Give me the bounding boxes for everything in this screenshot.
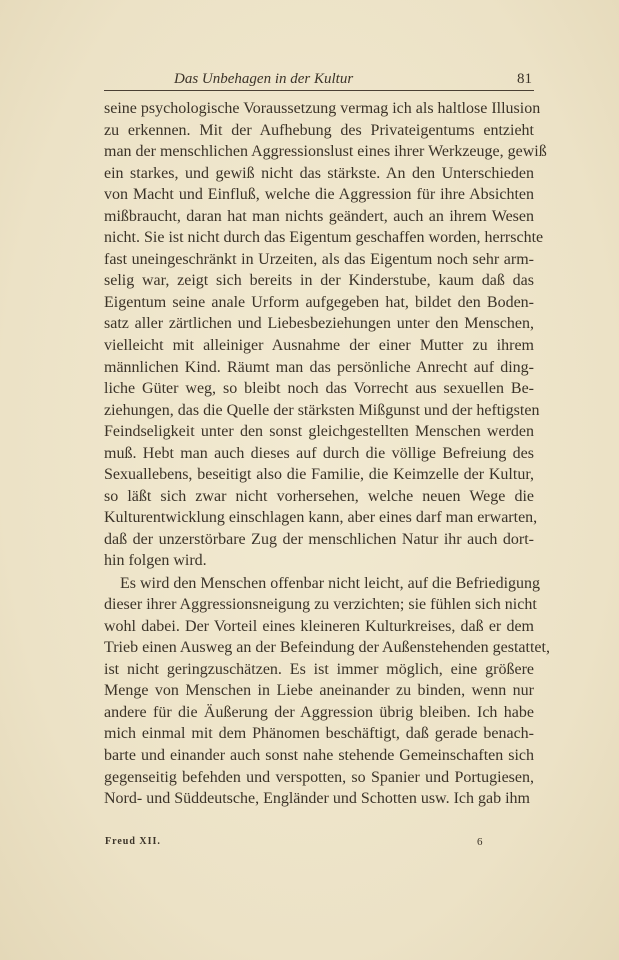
signature-number: 6 xyxy=(477,836,483,848)
body-text xyxy=(104,98,550,810)
text-line: fast uneingeschränkt in Urzeiten, als das Eigentum noch sehr arm- xyxy=(104,250,534,268)
text-line: mich einmal mit dem Phänomen beschäftigt, daß gerade benach- xyxy=(104,725,534,743)
running-header xyxy=(104,70,534,91)
paragraph xyxy=(104,573,550,810)
text-line: ziehungen, das die Quelle der stärksten Mißgunst und der heftigsten xyxy=(104,401,540,419)
text-line: Es wird den Menschen offenbar nicht leicht, auf die Befriedigung xyxy=(120,574,541,592)
text-line: gegenseitig befehden und verspotten, so Spanier und Portugiesen, xyxy=(104,768,534,786)
page-number: 81 xyxy=(517,71,532,87)
text-line: Sexuallebens, beseitigt also die Familie, die Keimzelle der Kultur, xyxy=(104,466,534,484)
text-line: Trieb einen Ausweg an der Befeindung der Außenstehenden gestattet, xyxy=(104,639,550,657)
text-line: von Macht und Einfluß, welche die Aggression für ihre Absichten xyxy=(104,186,534,204)
text-line: ist nicht geringzuschätzen. Es ist immer möglich, eine größere xyxy=(104,660,534,678)
printer-signature: Freud XII. xyxy=(105,836,161,847)
text-line: muß. Hebt man auch dieses auf durch die völlige Befreiung des xyxy=(104,444,534,462)
text-line: andere für die Äußerung der Aggression übrig bleiben. Ich habe xyxy=(104,703,534,721)
text-line: mißbraucht, daran hat man nichts geändert, auch an ihrem Wesen xyxy=(104,207,534,225)
text-line: zu erkennen. Mit der Aufhebung des Privateigentums entzieht xyxy=(104,121,534,139)
text-line: ein starkes, und gewiß nicht das stärkste. An den Unterschieden xyxy=(104,164,534,182)
text-line: so läßt sich zwar nicht vorhersehen, welche neuen Wege die xyxy=(104,487,534,505)
running-title: Das Unbehagen in der Kultur xyxy=(174,71,354,87)
text-line: selig war, zeigt sich bereits in der Kinderstube, kaum daß das xyxy=(104,272,534,290)
text-line: man der menschlichen Aggressionslust eines ihrer Werkzeuge, gewiß xyxy=(104,143,547,161)
text-line: dieser ihrer Aggressionsneigung zu verzichten; sie fühlen sich nicht xyxy=(104,596,537,614)
text-line: daß der unzerstörbare Zug der menschlichen Natur ihr auch dort- xyxy=(104,530,534,548)
text-line: Menge von Menschen in Liebe aneinander zu binden, wenn nur xyxy=(104,682,534,700)
text-line: seine psychologische Voraussetzung vermag ich als haltlose Illusion xyxy=(104,100,541,117)
text-line: Eigentum seine anale Urform aufgegeben hat, bildet den Boden- xyxy=(104,293,534,311)
text-line: Feindseligkeit unter den sonst gleichgestellten Menschen werden xyxy=(104,423,534,441)
text-line: vielleicht mit alleiniger Ausnahme der einer Mutter zu ihrem xyxy=(104,337,534,355)
text-line: wohl dabei. Der Vorteil eines kleineren Kulturkreises, daß er dem xyxy=(104,617,534,635)
text-line: Kulturentwicklung einschlagen kann, aber eines darf man erwarten, xyxy=(104,509,538,527)
text-line: männlichen Kind. Räumt man das persönliche Anrecht auf ding- xyxy=(104,358,534,376)
text-line: nicht. Sie ist nicht durch das Eigentum geschaffen worden, herrschte xyxy=(104,229,544,247)
paragraph xyxy=(104,98,547,572)
text-line: barte und einander auch sonst nahe stehende Gemeinschaften sich xyxy=(104,747,534,764)
text-line: hin folgen wird. xyxy=(104,552,207,570)
text-line: liche Güter weg, so bleibt noch das Vorrecht aus sexuellen Be- xyxy=(104,380,534,398)
text-line: satz aller zärtlichen und Liebesbeziehungen unter den Menschen, xyxy=(104,315,534,333)
text-line: Nord- und Süddeutsche, Engländer und Schotten usw. Ich gab ihm xyxy=(104,790,530,808)
